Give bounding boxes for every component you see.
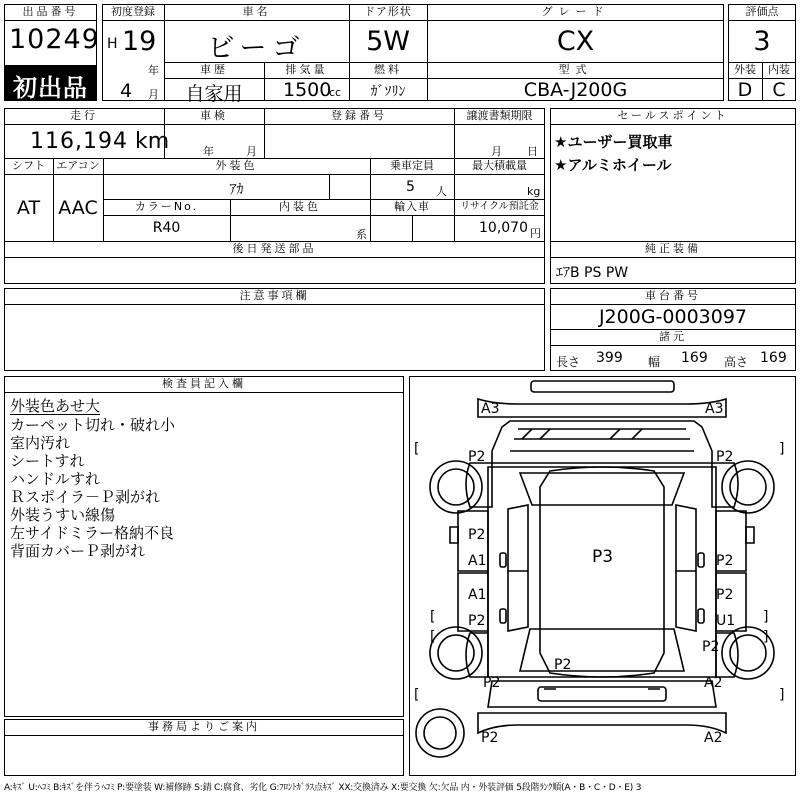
recycle-label: リサイクル預託金 [460, 201, 539, 212]
history: 自家用 [185, 83, 243, 105]
reg-month: 4 [120, 80, 133, 102]
transfer-doc-label: 譲渡書類期限 [466, 109, 533, 122]
month-unit: 月 [148, 88, 159, 101]
inspector-notes [10, 396, 400, 559]
damage-code: P2 [468, 613, 486, 629]
damage-code: A3 [481, 401, 500, 417]
damage-code: U1 [716, 613, 736, 629]
aircon-label: エアコン [56, 159, 100, 172]
damage-code: P3 [592, 547, 614, 567]
shipping-parts-label: 後日発送部品 [232, 242, 317, 255]
fuel: ｶﾞｿﾘﾝ [370, 84, 406, 100]
plate-label: 登録番号 [331, 109, 387, 122]
damage-code: P2 [716, 449, 734, 465]
transfer-month-unit: 月 [491, 145, 502, 158]
damage-code: A2 [704, 730, 723, 746]
capacity-unit: 人 [436, 185, 447, 198]
capacity-label: 乗車定員 [390, 159, 434, 172]
first-registration-label: 初度登録 [111, 5, 155, 18]
sales-point-item: ★アルミホイール [554, 156, 672, 174]
year-unit: 年 [148, 64, 159, 77]
length-label: 長さ [556, 355, 581, 369]
damage-code: A3 [705, 401, 724, 417]
aircon: AAC [58, 197, 98, 219]
bracket-mark: [ [430, 609, 436, 625]
grade: CX [556, 26, 595, 57]
inspector-line: 背面カバーＰ剥がれ [10, 542, 146, 559]
inspector-label: 検査員記入欄 [162, 377, 246, 390]
model-code: CBA-J200G [523, 79, 628, 101]
bracket-mark: [ [414, 441, 420, 457]
damage-code: A1 [468, 587, 487, 603]
inspection-year-unit: 年 [203, 145, 214, 158]
inspector-line: ハンドルすれ [10, 470, 101, 488]
door-type: 5W [366, 26, 410, 57]
car-outline [410, 377, 795, 775]
displacement: 1500 [283, 79, 332, 101]
recycle-fee: 10,070 [479, 220, 528, 236]
sales-point-item: ★ユーザー買取車 [554, 133, 673, 151]
color-no: R40 [152, 220, 181, 236]
fuel-label: 燃料 [374, 63, 402, 76]
equipment-label: 純正装備 [645, 242, 701, 255]
bracket-mark: ] [763, 609, 769, 625]
score-label: 評価点 [745, 5, 779, 18]
displacement-unit: cc [329, 86, 342, 99]
bracket-mark: [ [430, 629, 436, 645]
bracket-mark: ] [763, 629, 769, 645]
damage-code: A2 [704, 675, 723, 691]
exterior-grade: D [737, 79, 753, 101]
inspection-month-unit: 月 [246, 145, 257, 158]
bracket-mark: [ [414, 687, 420, 703]
inspector-line: シートすれ [10, 452, 85, 470]
lot-number: 10249 [9, 24, 100, 55]
damage-diagram [409, 376, 796, 776]
exterior-label: 外装 [734, 63, 756, 76]
damage-code: P2 [468, 449, 486, 465]
damage-code: P2 [702, 639, 720, 655]
width: 169 [681, 350, 708, 366]
history-label: 車歴 [200, 63, 228, 76]
length: 399 [596, 350, 623, 366]
inspector-line: 室内汚れ [10, 434, 71, 452]
damage-code: A1 [468, 553, 487, 569]
ext-color-label: 外装色 [215, 159, 258, 172]
door-label: ドア形状 [364, 5, 412, 18]
height: 169 [760, 350, 787, 366]
interior-label: 内装 [768, 63, 790, 76]
int-color-label: 内装色 [279, 200, 321, 213]
int-color-unit: 系 [356, 228, 367, 241]
mileage-unit: km [135, 129, 170, 154]
displacement-label: 排気量 [285, 63, 328, 76]
capacity: 5 [406, 179, 415, 195]
damage-code: P2 [483, 675, 501, 691]
height-label: 高さ [724, 355, 749, 369]
interior-grade: C [772, 79, 786, 101]
damage-code: P2 [468, 527, 486, 543]
ext-color: ｱｶ [229, 182, 244, 198]
damage-code: P2 [554, 657, 572, 673]
car-name: ビーゴ [207, 33, 306, 64]
mileage: 116,194 [30, 129, 128, 154]
chassis-number: J200G-0003097 [598, 306, 748, 328]
shift-label: シフト [12, 159, 45, 172]
transfer-day-unit: 日 [527, 145, 538, 158]
reg-year: 19 [122, 26, 157, 57]
sales-points-label: セールスポイント [617, 109, 729, 122]
car-name-label: 車名 [242, 5, 271, 18]
lot-label: 出品番号 [22, 5, 79, 18]
import-label: 輸入車 [394, 200, 430, 213]
bracket-mark: ] [779, 441, 785, 457]
model-label: 型式 [558, 63, 593, 76]
inspector-line: Ｒスポイラ－Ｐ剥がれ [10, 488, 161, 506]
era: H [107, 36, 118, 52]
damage-code: P2 [481, 730, 499, 746]
inspector-line: 左サイドミラー格納不良 [10, 524, 174, 542]
chassis-label: 車台番号 [645, 289, 701, 302]
damage-code: P2 [716, 553, 734, 569]
color-no-label: カラーNo. [134, 200, 199, 213]
inspection-label: 車検 [200, 109, 228, 122]
notes-label: 注意事項欄 [239, 289, 310, 302]
dims-label: 諸元 [659, 330, 687, 343]
recycle-unit: 円 [530, 227, 541, 240]
equipment: ｴｱB PS PW [556, 265, 629, 281]
inspector-line: 外装色あせ大 [10, 397, 101, 415]
width-label: 幅 [648, 355, 661, 369]
office-label: 事務局よりご案内 [148, 720, 260, 733]
damage-code: P2 [716, 587, 734, 603]
max-load-label: 最大積載量 [472, 159, 527, 172]
grade-label: グレード [541, 5, 610, 18]
inspector-line: カーペット切れ・破れ小 [10, 416, 176, 434]
load-unit: kg [527, 185, 541, 198]
legend: A:ｷｽﾞ U:ﾍｺﾐ B:ｷｽﾞを伴うﾍｺﾐ P:要塗装 W:補修跡 S:錆 C:腐食、劣化 G:ﾌﾛﾝﾄｶﾞﾗｽ点ｷｽﾞ XX:交換済み X:要交換 欠:欠品 内・外装評価 5段階ﾗﾝｸ順(A・B・C・D・E) 3 [4, 783, 642, 793]
first-listing-label: 初出品 [13, 74, 88, 102]
bracket-mark: ] [779, 687, 785, 703]
inspector-line: 外装うすい線傷 [10, 506, 116, 524]
score: 3 [753, 26, 771, 57]
shift: AT [16, 197, 41, 219]
mileage-label: 走行 [70, 109, 98, 122]
